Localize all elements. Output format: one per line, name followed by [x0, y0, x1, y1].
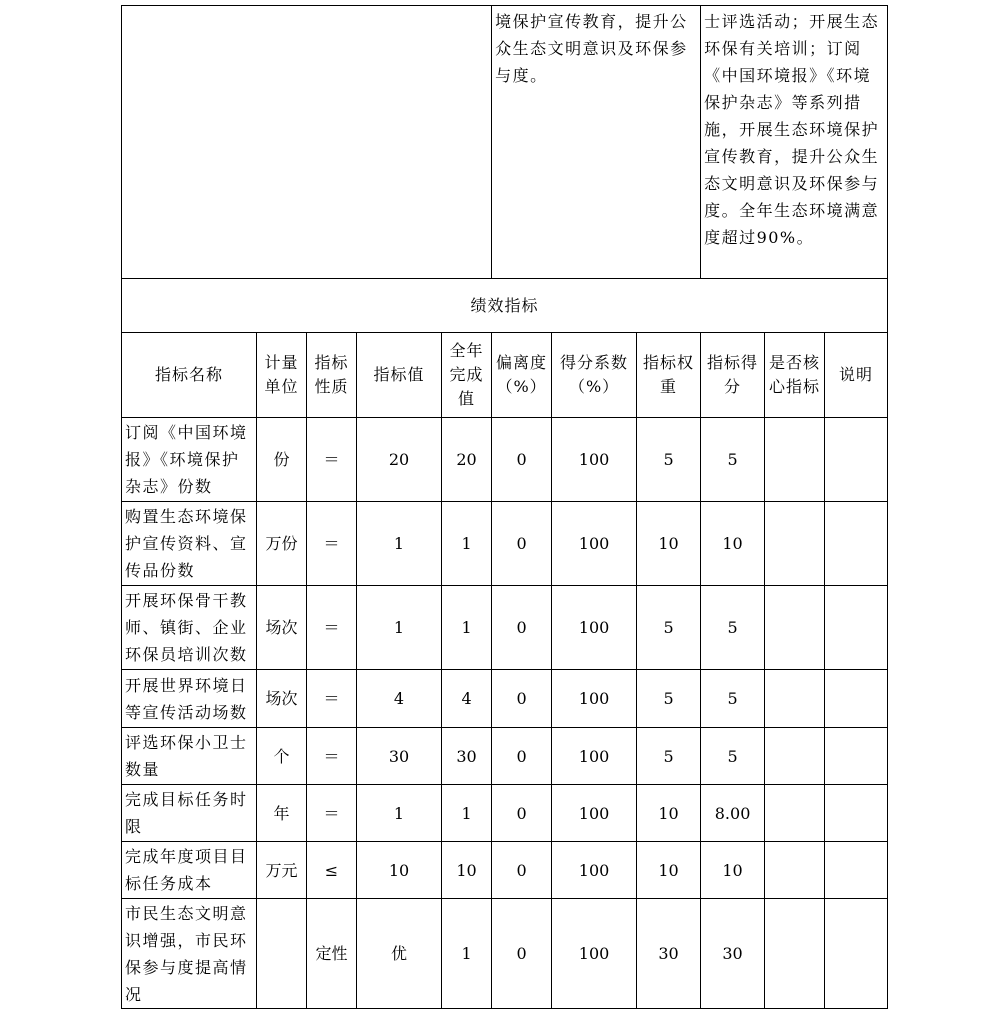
indicator-coef: 100 — [552, 728, 637, 785]
table-row — [122, 842, 888, 899]
indicator-actual: 1 — [442, 502, 492, 586]
indicator-actual: 30 — [442, 728, 492, 785]
indicator-weight: 30 — [637, 899, 701, 1009]
performance-table — [121, 5, 888, 1009]
header-unit: 计量单位 — [257, 333, 307, 418]
indicator-core — [765, 670, 825, 728]
header-score: 指标得分 — [701, 333, 765, 418]
indicator-deviation: 0 — [492, 586, 552, 670]
indicator-name: 购置生态环境保护宣传资料、宣传品份数 — [122, 502, 257, 586]
indicator-nature: ＝ — [307, 502, 357, 586]
indicator-score: 8.00 — [701, 785, 765, 842]
indicator-coef: 100 — [552, 785, 637, 842]
top-left-empty-cell — [122, 6, 492, 279]
indicator-target: 1 — [357, 785, 442, 842]
header-row — [122, 333, 888, 418]
indicator-actual: 1 — [442, 899, 492, 1009]
indicator-nature: ＝ — [307, 728, 357, 785]
indicator-unit: 万元 — [257, 842, 307, 899]
indicator-weight: 10 — [637, 502, 701, 586]
indicator-actual: 4 — [442, 670, 492, 728]
indicator-name: 完成目标任务时限 — [122, 785, 257, 842]
header-nature: 指标性质 — [307, 333, 357, 418]
indicator-core — [765, 502, 825, 586]
indicator-target: 30 — [357, 728, 442, 785]
indicator-coef: 100 — [552, 670, 637, 728]
indicator-target: 10 — [357, 842, 442, 899]
indicator-score: 5 — [701, 586, 765, 670]
indicator-deviation: 0 — [492, 418, 552, 502]
indicator-deviation: 0 — [492, 899, 552, 1009]
indicator-nature: ≤ — [307, 842, 357, 899]
indicator-unit: 场次 — [257, 670, 307, 728]
section-title: 绩效指标 — [122, 279, 888, 333]
indicator-actual: 1 — [442, 785, 492, 842]
indicator-unit: 年 — [257, 785, 307, 842]
indicator-note — [825, 586, 888, 670]
indicator-name: 订阅《中国环境报》《环境保护杂志》份数 — [122, 418, 257, 502]
indicator-nature: 定性 — [307, 899, 357, 1009]
header-weight: 指标权重 — [637, 333, 701, 418]
indicator-name: 评选环保小卫士数量 — [122, 728, 257, 785]
indicator-name: 开展环保骨干教师、镇街、企业环保员培训次数 — [122, 586, 257, 670]
indicator-note — [825, 418, 888, 502]
indicator-weight: 5 — [637, 418, 701, 502]
performance-table-page — [121, 5, 887, 1009]
indicator-target: 1 — [357, 502, 442, 586]
indicator-weight: 5 — [637, 670, 701, 728]
indicator-score: 5 — [701, 728, 765, 785]
indicator-unit: 万份 — [257, 502, 307, 586]
indicator-deviation: 0 — [492, 502, 552, 586]
top-right-text: 士评选活动；开展生态环保有关培训；订阅《中国环境报》《环境保护杂志》等系列措施，开展生态环境保护宣传教育，提升公众生态文明意识及环保参与度。全年生态环境满意度超过90%。 — [701, 6, 888, 279]
header-deviation: 偏离度（%） — [492, 333, 552, 418]
header-actual: 全年完成值 — [442, 333, 492, 418]
indicator-target: 1 — [357, 586, 442, 670]
indicator-nature: ＝ — [307, 418, 357, 502]
indicator-actual: 1 — [442, 586, 492, 670]
table-row — [122, 785, 888, 842]
indicator-deviation: 0 — [492, 842, 552, 899]
indicator-core — [765, 899, 825, 1009]
indicator-actual: 20 — [442, 418, 492, 502]
table-row — [122, 502, 888, 586]
header-note: 说明 — [825, 333, 888, 418]
table-row — [122, 586, 888, 670]
indicator-unit: 场次 — [257, 586, 307, 670]
indicator-score: 10 — [701, 502, 765, 586]
indicator-target: 20 — [357, 418, 442, 502]
table-row — [122, 670, 888, 728]
indicator-note — [825, 785, 888, 842]
indicator-unit — [257, 899, 307, 1009]
indicator-core — [765, 418, 825, 502]
top-middle-text: 境保护宣传教育，提升公众生态文明意识及环保参与度。 — [492, 6, 701, 279]
indicator-core — [765, 728, 825, 785]
indicator-nature: ＝ — [307, 670, 357, 728]
indicator-coef: 100 — [552, 842, 637, 899]
indicator-coef: 100 — [552, 502, 637, 586]
indicator-core — [765, 785, 825, 842]
table-row — [122, 899, 888, 1009]
indicator-note — [825, 728, 888, 785]
top-section-row — [122, 6, 888, 279]
indicator-coef: 100 — [552, 586, 637, 670]
indicator-note — [825, 502, 888, 586]
indicator-unit: 个 — [257, 728, 307, 785]
indicator-score: 30 — [701, 899, 765, 1009]
indicator-note — [825, 899, 888, 1009]
indicator-coef: 100 — [552, 899, 637, 1009]
indicator-coef: 100 — [552, 418, 637, 502]
header-core: 是否核心指标 — [765, 333, 825, 418]
indicator-note — [825, 842, 888, 899]
indicator-name: 完成年度项目目标任务成本 — [122, 842, 257, 899]
indicator-note — [825, 670, 888, 728]
indicator-nature: ＝ — [307, 586, 357, 670]
indicator-core — [765, 586, 825, 670]
table-row — [122, 728, 888, 785]
indicator-score: 10 — [701, 842, 765, 899]
header-coef: 得分系数（%） — [552, 333, 637, 418]
indicator-score: 5 — [701, 670, 765, 728]
indicator-weight: 10 — [637, 842, 701, 899]
indicator-weight: 5 — [637, 728, 701, 785]
indicator-name: 开展世界环境日等宣传活动场数 — [122, 670, 257, 728]
indicator-unit: 份 — [257, 418, 307, 502]
indicator-core — [765, 842, 825, 899]
indicator-weight: 5 — [637, 586, 701, 670]
indicator-score: 5 — [701, 418, 765, 502]
section-title-row — [122, 279, 888, 333]
indicator-weight: 10 — [637, 785, 701, 842]
indicator-nature: ＝ — [307, 785, 357, 842]
table-row — [122, 418, 888, 502]
indicator-deviation: 0 — [492, 728, 552, 785]
indicator-deviation: 0 — [492, 670, 552, 728]
indicator-name: 市民生态文明意识增强，市民环保参与度提高情况 — [122, 899, 257, 1009]
header-name: 指标名称 — [122, 333, 257, 418]
indicator-deviation: 0 — [492, 785, 552, 842]
indicator-target: 4 — [357, 670, 442, 728]
indicator-target: 优 — [357, 899, 442, 1009]
header-target: 指标值 — [357, 333, 442, 418]
indicator-actual: 10 — [442, 842, 492, 899]
